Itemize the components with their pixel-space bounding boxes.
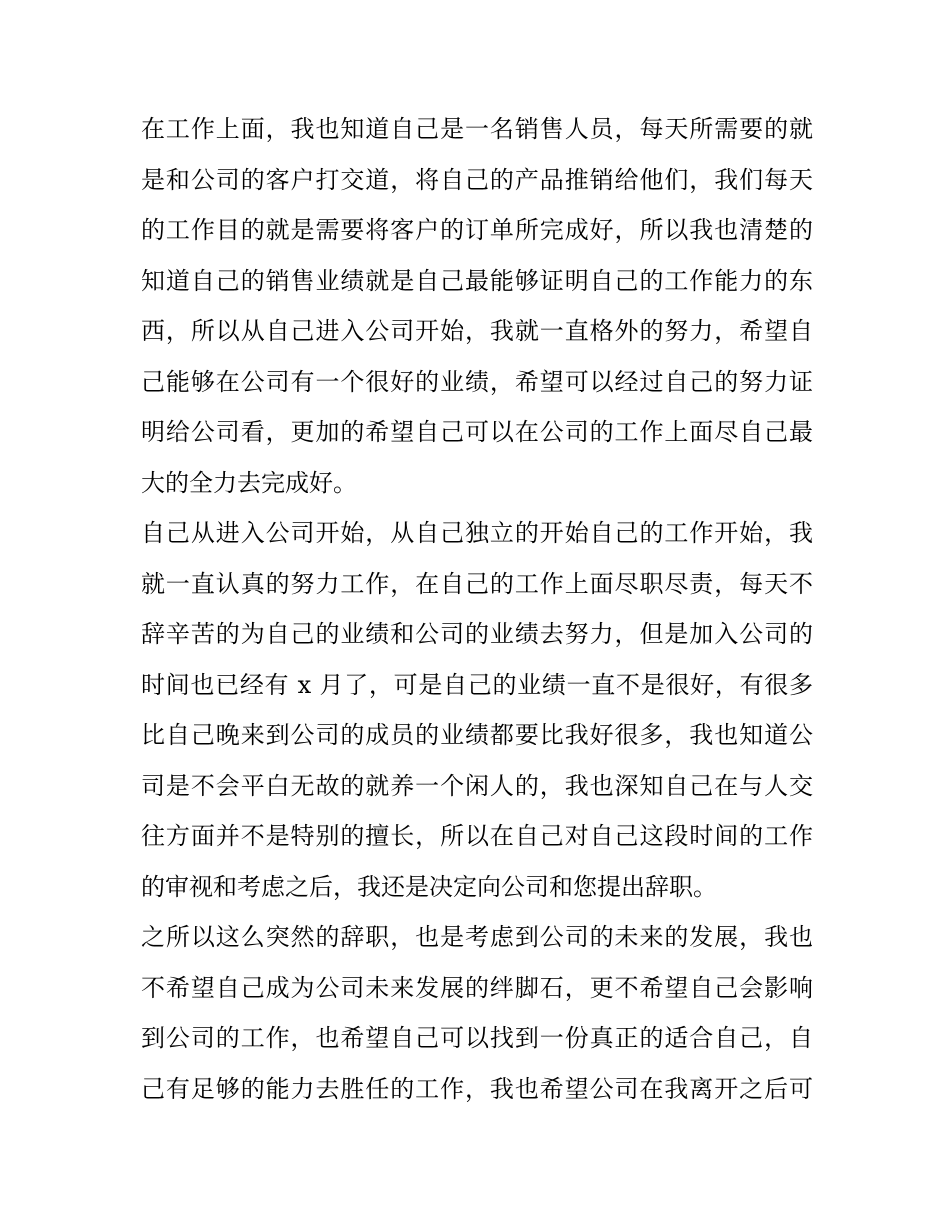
- paragraph-line: 己能够在公司有一个很好的业绩，希望可以经过自己的努力证: [141, 367, 813, 396]
- paragraph-line: 明给公司看，更加的希望自己可以在公司的工作上面尽自己最: [141, 418, 813, 446]
- paragraph-line: 自己从进入公司开始，从自己独立的开始自己的工作开始，我: [141, 519, 813, 547]
- paragraph-line: 时间也已经有 x 月了，可是自己的业绩一直不是很好，有很多: [141, 670, 813, 699]
- paragraph-line: 到公司的工作，也希望自己可以找到一份真正的适合自己，自: [141, 1024, 813, 1052]
- paragraph-2: [141, 508, 813, 912]
- document-body: [141, 104, 813, 1114]
- paragraph-line: 西，所以从自己进入公司开始，我就一直格外的努力，希望自: [141, 317, 813, 345]
- paragraph-line: 大的全力去完成好。: [141, 468, 357, 497]
- paragraph-1: [141, 104, 813, 508]
- paragraph-line: 知道自己的销售业绩就是自己最能够证明自己的工作能力的东: [141, 266, 813, 295]
- paragraph-line: 在工作上面，我也知道自己是一名销售人员，每天所需要的就: [141, 115, 813, 143]
- paragraph-line: 己有足够的能力去胜任的工作，我也希望公司在我离开之后可: [141, 1074, 813, 1103]
- paragraph-line: 不希望自己成为公司未来发展的绊脚石，更不希望自己会影响: [141, 973, 813, 1002]
- paragraph-line: 往方面并不是特别的擅长，所以在自己对自己这段时间的工作: [141, 822, 813, 850]
- paragraph-3: [141, 912, 813, 1114]
- paragraph-line: 的审视和考虑之后，我还是决定向公司和您提出辞职。: [141, 872, 717, 901]
- paragraph-line: 之所以这么突然的辞职，也是考虑到公司的未来的发展，我也: [141, 923, 813, 951]
- paragraph-line: 是和公司的客户打交道，将自己的产品推销给他们，我们每天: [141, 165, 813, 194]
- paragraph-line: 司是不会平白无故的就养一个闲人的，我也深知自己在与人交: [141, 771, 813, 800]
- paragraph-line: 就一直认真的努力工作，在自己的工作上面尽职尽责，每天不: [141, 569, 813, 598]
- paragraph-line: 比自己晚来到公司的成员的业绩都要比我好很多，我也知道公: [141, 721, 813, 749]
- paragraph-line: 辞辛苦的为自己的业绩和公司的业绩去努力，但是加入公司的: [141, 620, 813, 648]
- paragraph-line: 的工作目的就是需要将客户的订单所完成好，所以我也清楚的: [141, 216, 813, 244]
